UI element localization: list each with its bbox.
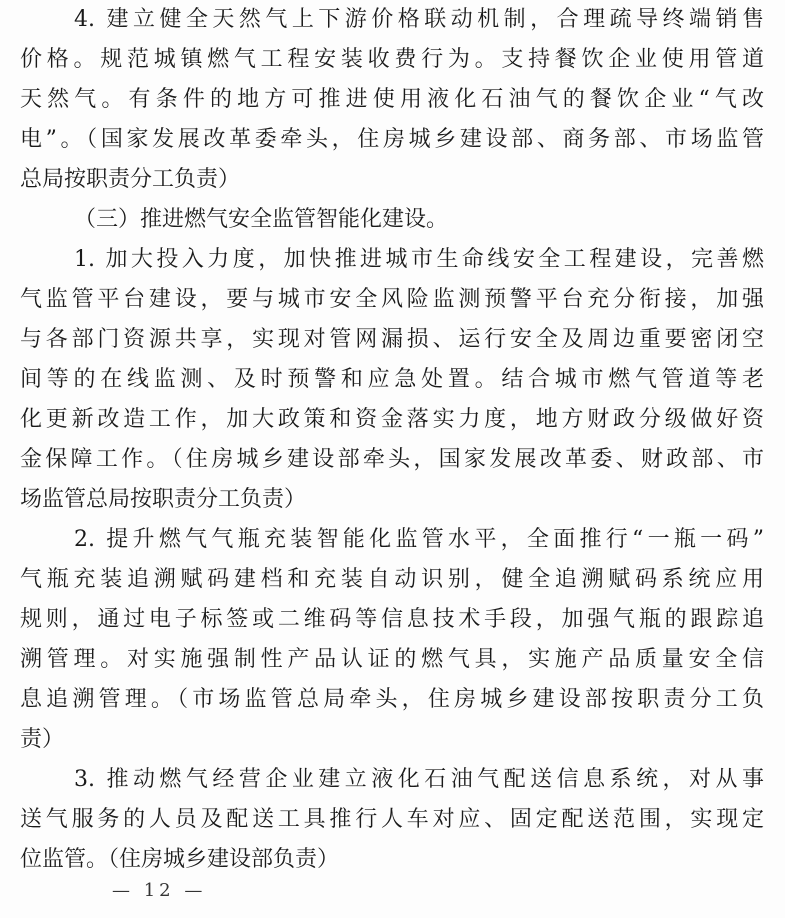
paragraph (20, 200, 764, 240)
text-line: 价格。规范城镇燃气工程安装收费行为。支持餐饮企业使用管道 (20, 47, 764, 72)
text-line: 息追溯管理。（市场监管总局牵头，住房城乡建设部按职责分工负 (20, 687, 764, 712)
text-line: 送气服务的人员及配送工具推行人车对应、固定配送范围，实现定 (20, 807, 764, 832)
text-line: 责） (20, 727, 65, 752)
text-line: 位监管。（住房城乡建设部负责） (20, 847, 340, 872)
text-line: 总局按职责分工负责） (20, 167, 241, 192)
text-line: 溯管理。对实施强制性产品认证的燃气具，实施产品质量安全信 (20, 647, 764, 672)
text-line: （三）推进燃气安全监管智能化建设。 (74, 207, 449, 232)
text-line: 场监管总局按职责分工负责） (20, 487, 307, 512)
text-line: 化更新改造工作，加大政策和资金落实力度，地方财政分级做好资 (20, 407, 764, 432)
text-line: 1. 加大投入力度，加快推进城市生命线安全工程建设，完善燃 (74, 247, 764, 272)
text-line: 规则，通过电子标签或二维码等信息技术手段，加强气瓶的跟踪追 (20, 607, 764, 632)
text-line: 间等的在线监测、及时预警和应急处置。结合城市燃气管道等老 (20, 367, 764, 392)
text-line: 与各部门资源共享，实现对管网漏损、运行安全及周边重要密闭空 (20, 327, 764, 352)
text-line: 气瓶充装追溯赋码建档和充装自动识别，健全追溯赋码系统应用 (20, 567, 764, 592)
text-line: 气监管平台建设，要与城市安全风险监测预警平台充分衔接，加强 (20, 287, 764, 312)
text-line: 3. 推动燃气经营企业建立液化石油气配送信息系统，对从事 (74, 767, 764, 792)
text-line: 天然气。有条件的地方可推进使用液化石油气的餐饮企业“气改 (20, 87, 764, 112)
paragraph (20, 760, 764, 880)
text-line: 4. 建立健全天然气上下游价格联动机制，合理疏导终端销售 (74, 7, 764, 32)
text-line: 电”。（国家发展改革委牵头，住房城乡建设部、商务部、市场监管 (20, 127, 764, 152)
paragraph (20, 240, 764, 520)
page-number: — 12 — (112, 880, 207, 901)
text-line: 金保障工作。（住房城乡建设部牵头，国家发展改革委、财政部、市 (20, 447, 764, 472)
text-line: 2. 提升燃气气瓶充装智能化监管水平，全面推行“一瓶一码” (74, 527, 764, 552)
paragraph (20, 520, 764, 760)
document-body (20, 0, 764, 880)
paragraph (20, 0, 764, 200)
